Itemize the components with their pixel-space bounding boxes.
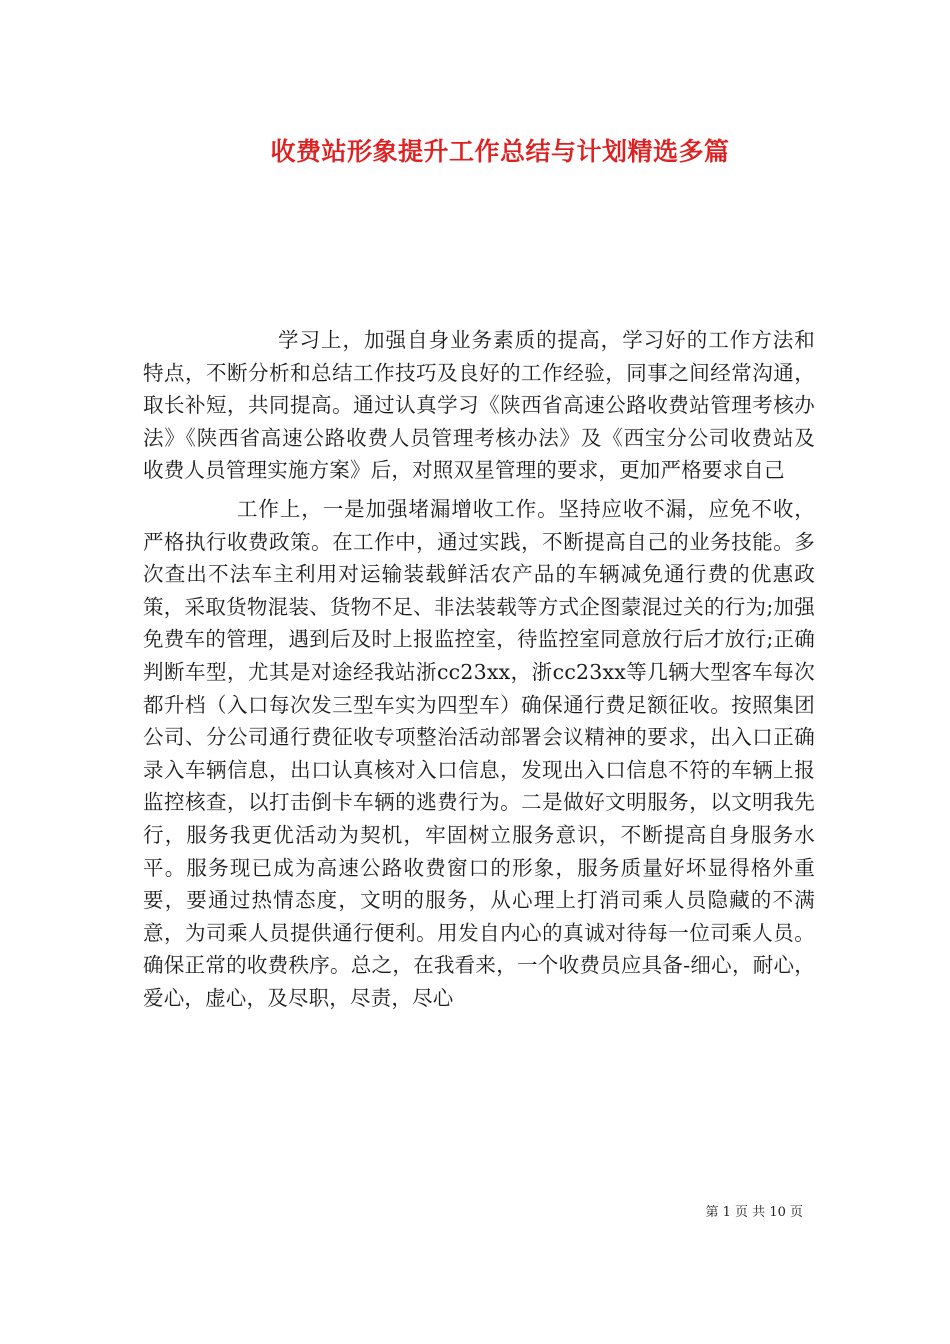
page-number: 第 1 页 共 10 页 [705, 1205, 803, 1220]
paragraph-work: 工作上，一是加强堵漏增收工作。坚持应收不漏，应免不收，严格执行收费政策。在工作中，通过实践，不断提高自己的业务技能。多次查出不法车主利用对运输装载鲜活农产品的车辆减免通行费的优惠政策，采取货物混装、货物不足、非法装载等方式企图蒙混过关的行为;加强免费车的管理，遇到后及时上报监控室，待监控室同意放行后才放行;正确判断车型，尤其是对途经我站浙cc23xx，浙cc23xx等几辆大型客车每次都升档（入口每次发三型车实为四型车）确保通行费足额征收。按照集团公司、分公司通行费征收专项整治活动部署会议精神的要求，出入口正确录入车辆信息，出口认真核对入口信息，发现出入口信息不符的车辆上报监控核查，以打击倒卡车辆的逃费行为。二是做好文明服务，以文明我先行，服务我更优活动为契机，牢固树立服务意识，不断提高自身服务水平。服务现已成为高速公路收费窗口的形象，服务质量好坏显得格外重要，要通过热情态度，文明的服务，从心理上打消司乘人员隐藏的不满意，为司乘人员提供通行便利。用发自内心的真诚对待每一位司乘人员。确保正常的收费秩序。总之，在我看来，一个收费员应具备-细心，耐心，爱心，虚心，及尽职，尽责，尽心 [143, 496, 815, 1010]
document-title: 收费站形象提升工作总结与计划精选多篇 [270, 137, 730, 166]
paragraph-study: 学习上，加强自身业务素质的提高，学习好的工作方法和特点，不断分析和总结工作技巧及良好的工作经验，同事之间经常沟通，取长补短，共同提高。通过认真学习《陕西省高速公路收费站管理考核办法》《陕西省高速公路收费人员管理考核办法》及《西宝分公司收费站及收费人员管理实施方案》后，对照双星管理的要求，更加严格要求自己 [143, 328, 815, 483]
document-body [143, 324, 815, 1014]
